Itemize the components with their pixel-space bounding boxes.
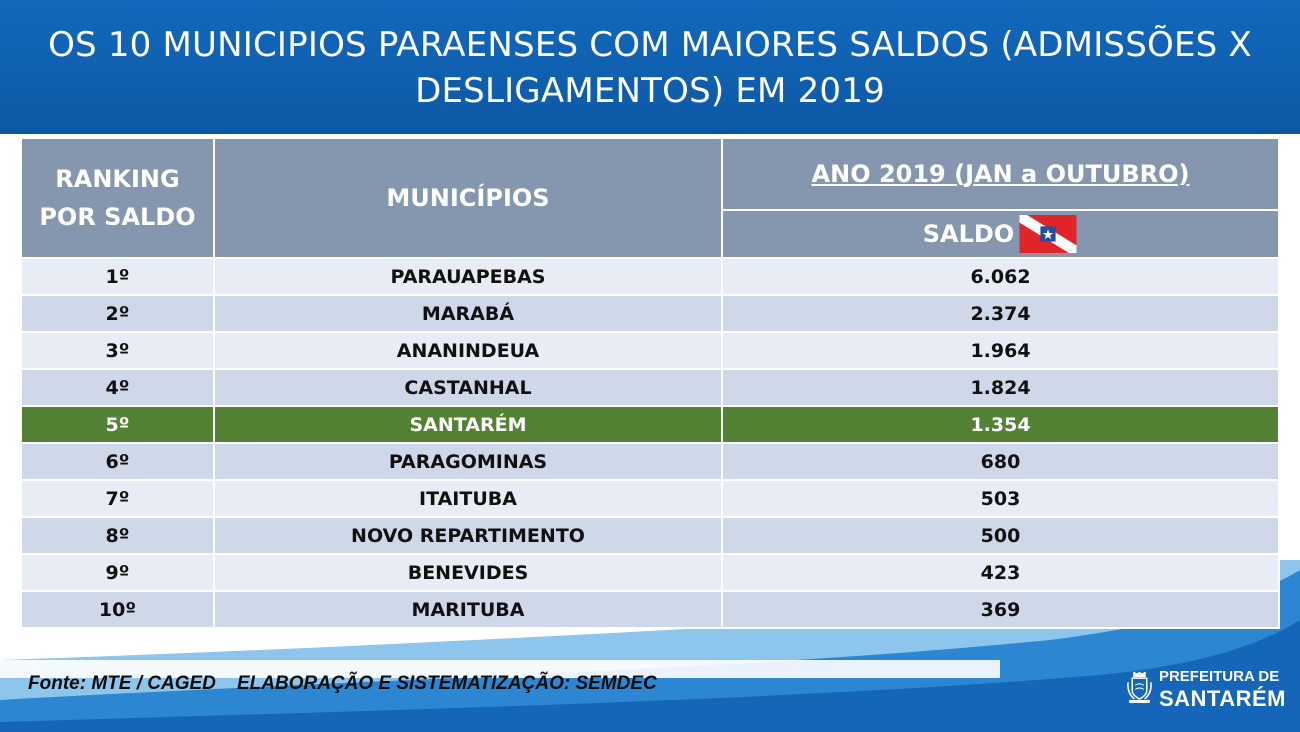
header-saldo [722, 210, 1279, 258]
saldo-cell: 2.374 [722, 295, 1279, 332]
saldo-cell: 369 [722, 591, 1279, 628]
municipio-cell: PARAGOMINAS [214, 443, 722, 480]
title-line-1: OS 10 MUNICIPIOS PARAENSES COM MAIORES SALDOS (ADMISSÕES X [48, 25, 1252, 65]
rank-cell: 9º [21, 554, 214, 591]
table-row [21, 591, 1279, 628]
rank-cell: 10º [21, 591, 214, 628]
logo-line-2: SANTARÉM [1158, 686, 1286, 711]
municipio-cell: CASTANHAL [214, 369, 722, 406]
table-row [21, 258, 1279, 295]
saldo-cell: 423 [722, 554, 1279, 591]
rank-cell: 3º [21, 332, 214, 369]
header-municipios: MUNICÍPIOS [214, 138, 722, 258]
table-row [21, 369, 1279, 406]
municipio-cell: SANTARÉM [214, 406, 722, 443]
header-ranking-line1: RANKING [55, 165, 180, 193]
rank-cell: 6º [21, 443, 214, 480]
saldo-cell: 1.824 [722, 369, 1279, 406]
saldo-cell: 500 [722, 517, 1279, 554]
source-note: Fonte: MTE / CAGED ELABORAÇÃO E SISTEMATIZAÇÃO: SEMDEC [28, 673, 657, 694]
saldo-cell: 1.964 [722, 332, 1279, 369]
prefeitura-logo [1126, 655, 1286, 721]
page-title [0, 22, 1300, 114]
rank-cell: 1º [21, 258, 214, 295]
rank-cell: 4º [21, 369, 214, 406]
table-row [21, 554, 1279, 591]
santarem-coat-of-arms-icon [1126, 657, 1153, 719]
table-row [21, 517, 1279, 554]
header-year: ANO 2019 (JAN a OUTUBRO) [722, 138, 1279, 210]
ranking-table [20, 137, 1280, 629]
table-row [21, 332, 1279, 369]
logo-text [1159, 666, 1286, 710]
saldo-cell: 680 [722, 443, 1279, 480]
rank-cell: 2º [21, 295, 214, 332]
para-state-flag-icon [1018, 215, 1078, 253]
header-ranking [21, 138, 214, 258]
header-ranking-line2: POR SALDO [39, 203, 196, 231]
municipio-cell: PARAUAPEBAS [214, 258, 722, 295]
rank-cell: 5º [21, 406, 214, 443]
saldo-cell: 6.062 [722, 258, 1279, 295]
table-row [21, 295, 1279, 332]
municipio-cell: NOVO REPARTIMENTO [214, 517, 722, 554]
rank-cell: 8º [21, 517, 214, 554]
table-row [21, 443, 1279, 480]
municipio-cell: BENEVIDES [214, 554, 722, 591]
municipio-cell: ANANINDEUA [214, 332, 722, 369]
municipio-cell: MARABÁ [214, 295, 722, 332]
saldo-cell: 1.354 [722, 406, 1279, 443]
header-saldo-label: SALDO [922, 220, 1015, 249]
title-line-2: DESLIGAMENTOS) EM 2019 [415, 71, 885, 111]
municipio-cell: MARITUBA [214, 591, 722, 628]
table-row-highlighted [21, 406, 1279, 443]
rank-cell: 7º [21, 480, 214, 517]
table-row [21, 480, 1279, 517]
logo-line-1: PREFEITURA DE [1158, 668, 1280, 685]
municipio-cell: ITAITUBA [214, 480, 722, 517]
saldo-cell: 503 [722, 480, 1279, 517]
